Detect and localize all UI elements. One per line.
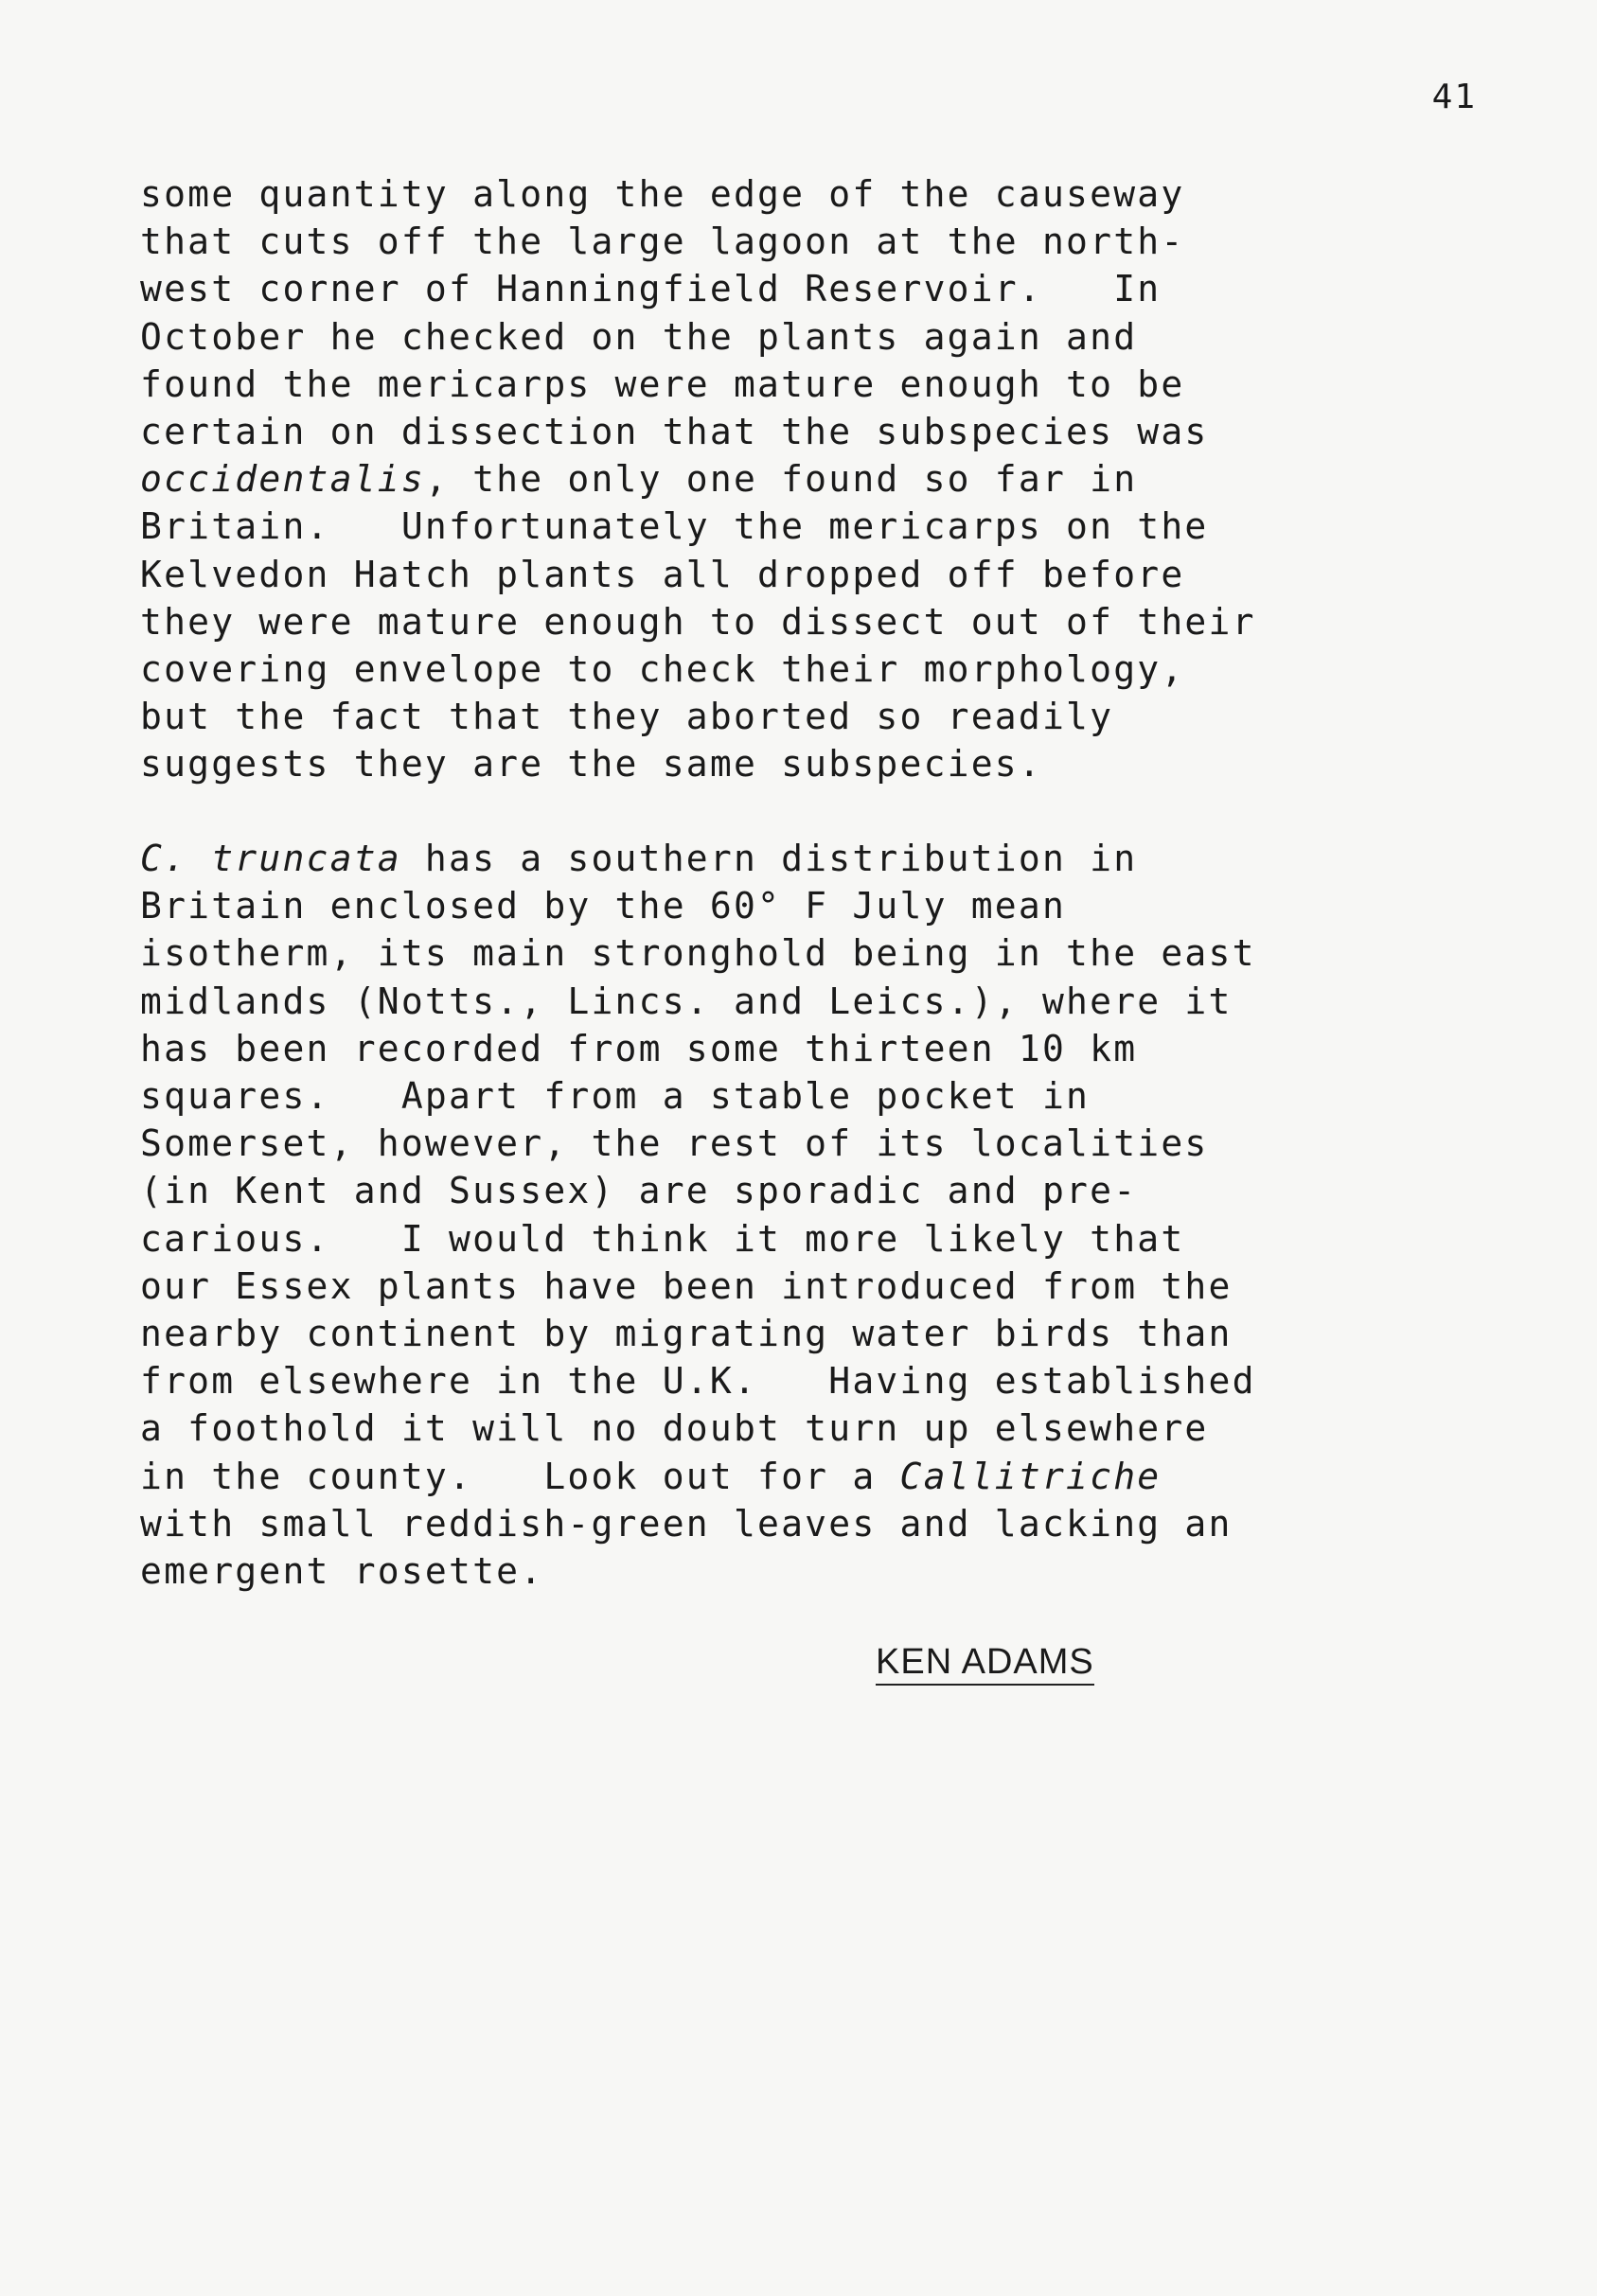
text-line: isotherm, its main stronghold being in the east (140, 932, 1256, 975)
text-line: occidentalis, the only one found so far in (140, 458, 1138, 501)
text-line: has been recorded from some thirteen 10 km (140, 1027, 1138, 1069)
text-line: our Essex plants have been introduced from the (140, 1264, 1233, 1307)
italic-term: C. truncata (140, 838, 401, 879)
text-line: Britain. Unfortunately the mericarps on the (140, 505, 1209, 548)
text-line: west corner of Hanningfield Reservoir. In (140, 268, 1162, 310)
text-line: a foothold it will no doubt turn up elsewhere (140, 1407, 1209, 1450)
text-line: October he checked on the plants again and (140, 315, 1138, 358)
text-line: from elsewhere in the U.K. Having established (140, 1360, 1256, 1403)
text-line: squares. Apart from a stable pocket in (140, 1075, 1091, 1118)
text-line: midlands (Notts., Lincs. and Leics.), where it (140, 980, 1233, 1022)
italic-term: Callitriche (899, 1455, 1162, 1497)
text-line: suggests they are the same subspecies. (140, 743, 1042, 786)
text-line: covering envelope to check their morphology, (140, 648, 1185, 691)
text-line: C. truncata has a southern distribution in (140, 838, 1138, 879)
text-line: with small reddish-green leaves and lacking an (140, 1502, 1233, 1545)
text-line: in the county. Look out for a Callitriche (140, 1455, 1162, 1497)
text-line: Britain enclosed by the 60° F July mean (140, 885, 1067, 927)
text-line: Kelvedon Hatch plants all dropped off before (140, 553, 1185, 595)
page-number: 41 (1431, 78, 1477, 116)
text-line: nearby continent by migrating water birds than (140, 1313, 1233, 1355)
text-line: found the mericarps were mature enough to be (140, 362, 1185, 405)
italic-term: occidentalis (140, 458, 425, 501)
text-line: carious. I would think it more likely that (140, 1217, 1185, 1260)
author-signature: KEN ADAMS (876, 1641, 1094, 1686)
text-line: certain on dissection that the subspecies was (140, 411, 1209, 453)
text-line: they were mature enough to dissect out of their (140, 600, 1256, 643)
text-line: (in Kent and Sussex) are sporadic and pre- (140, 1170, 1138, 1212)
text-line: emergent rosette. (140, 1550, 544, 1593)
text-line: some quantity along the edge of the causeway (140, 173, 1185, 215)
text-line: but the fact that they aborted so readily (140, 696, 1114, 738)
paragraph-2 (140, 835, 1484, 1595)
text-line: that cuts off the large lagoon at the north- (140, 221, 1185, 263)
paragraph-1 (140, 170, 1484, 788)
text-line: Somerset, however, the rest of its localities (140, 1122, 1209, 1165)
